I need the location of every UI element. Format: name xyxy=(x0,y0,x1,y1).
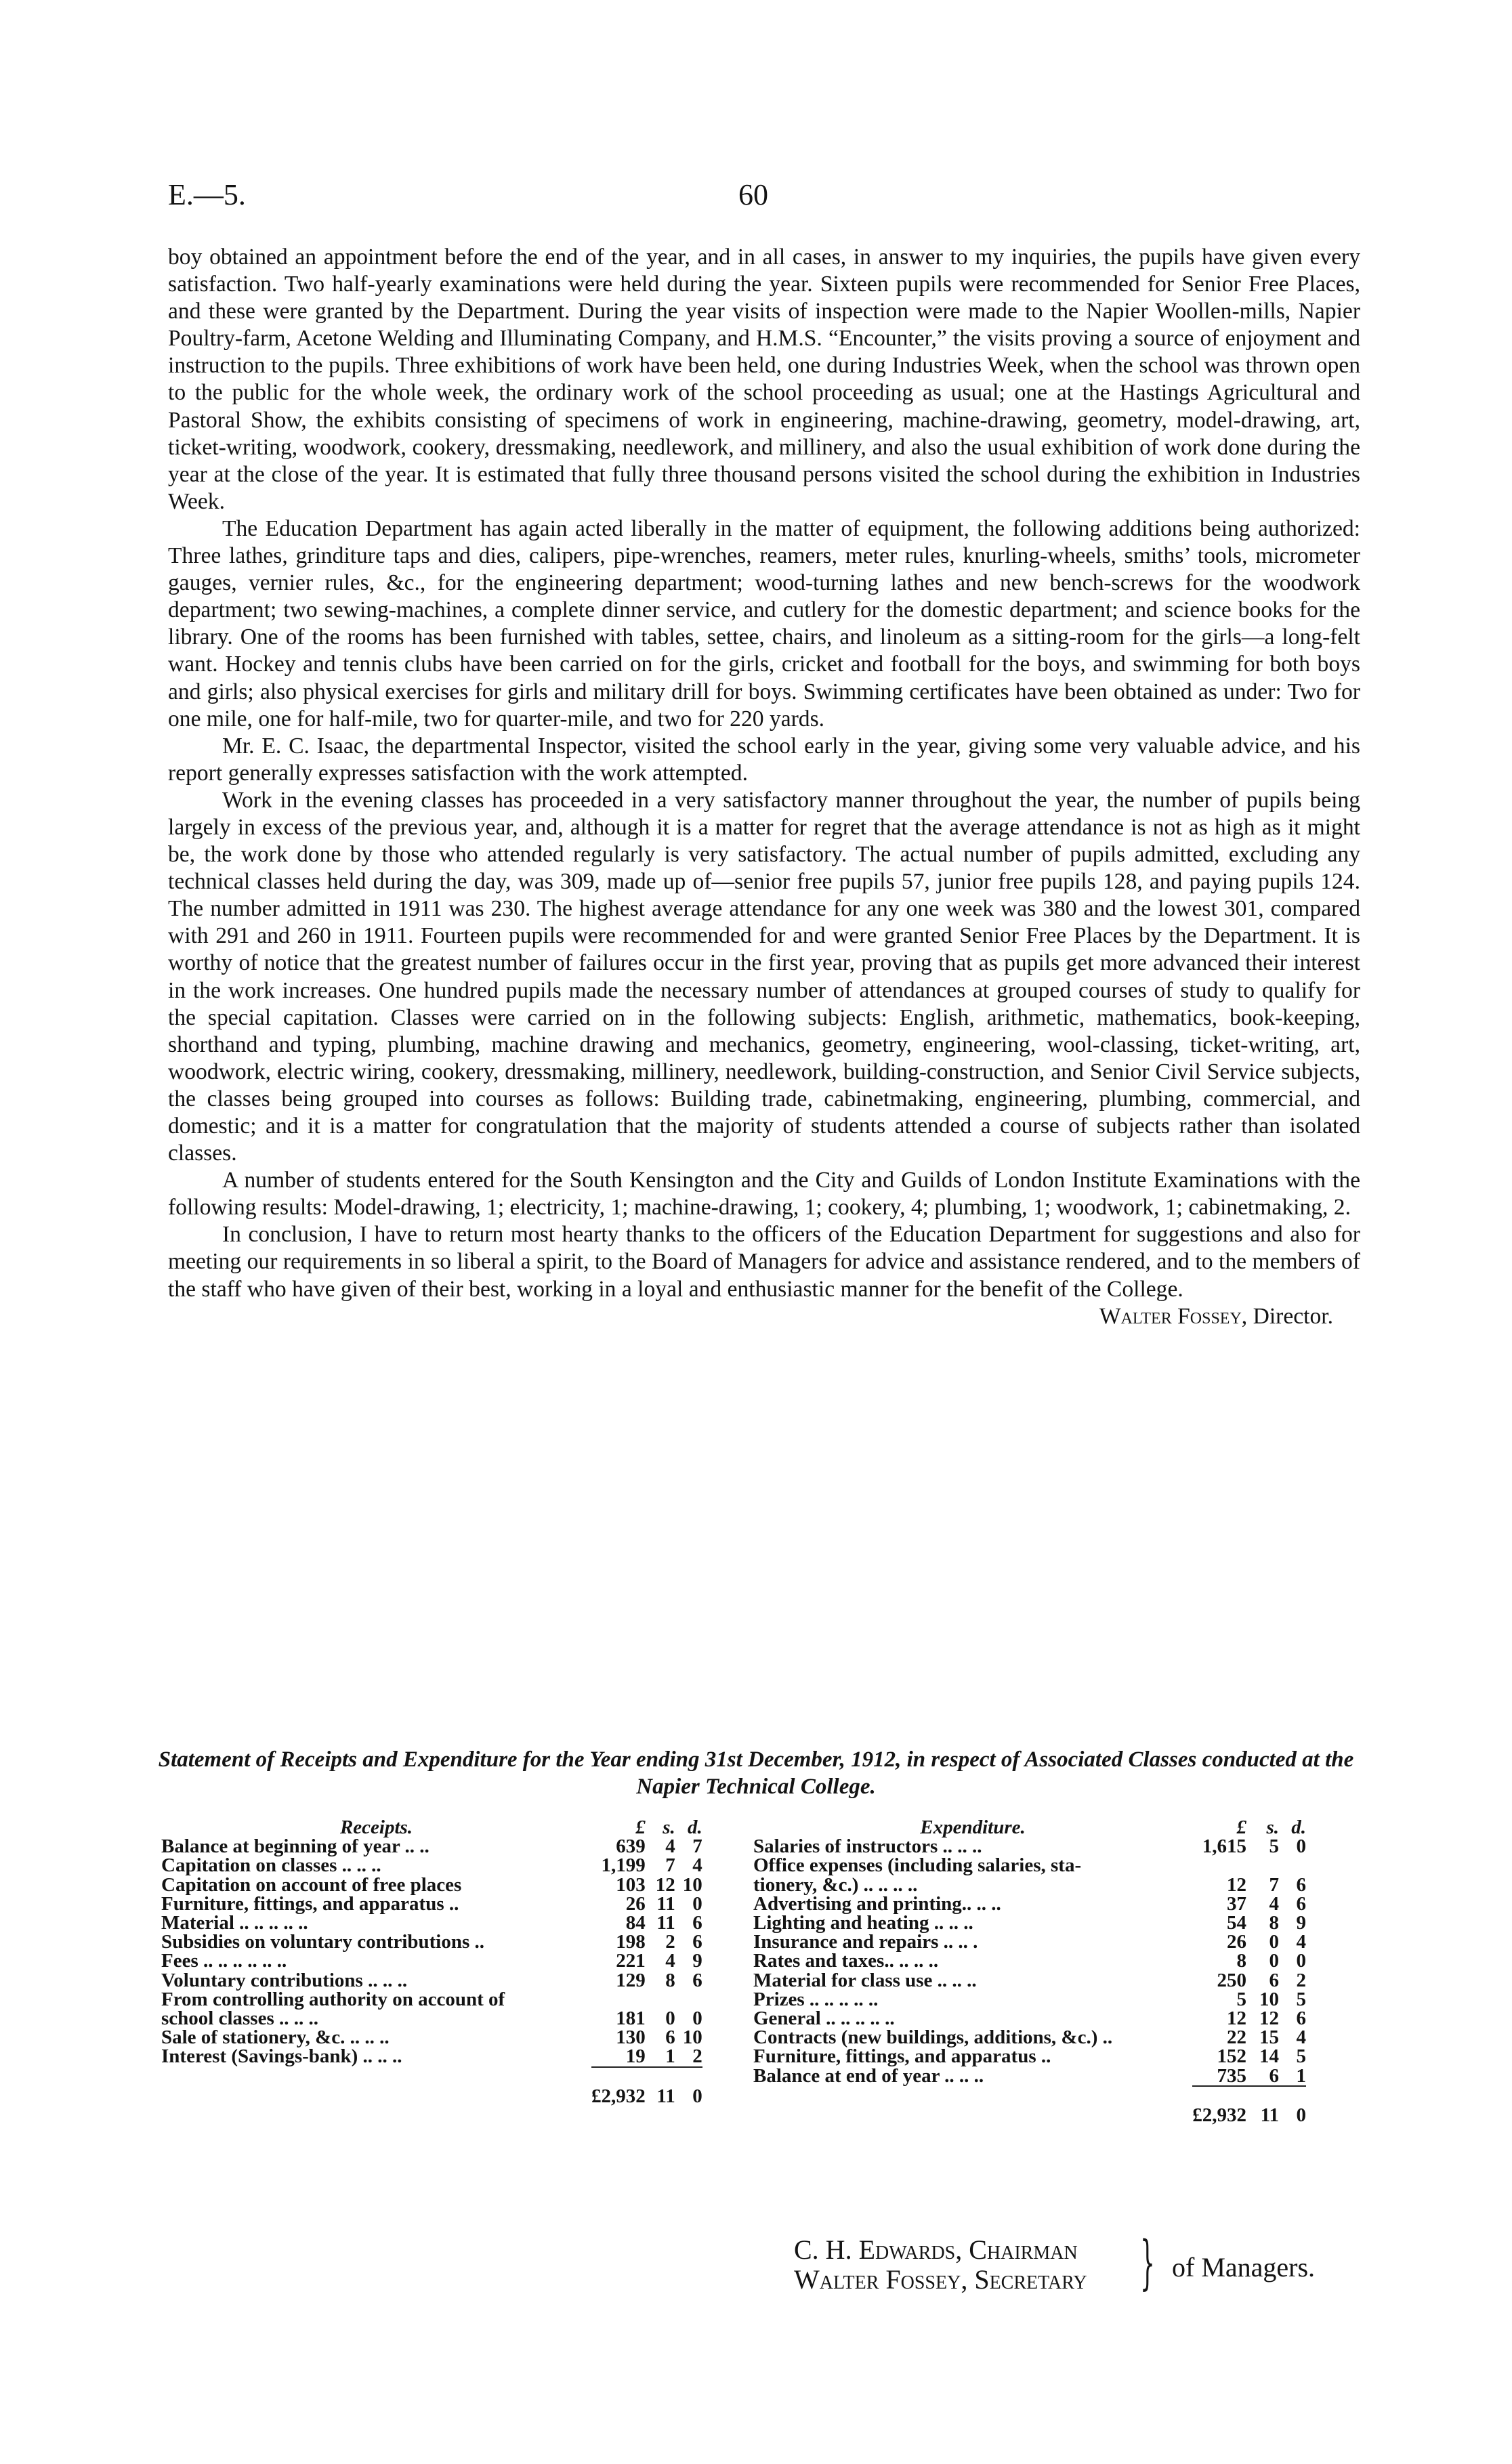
expenditure-row xyxy=(753,1932,1306,1951)
expenditure-row-label: Salaries of instructors .. .. .. xyxy=(753,1835,982,1858)
paragraph: In conclusion, I have to return most hearty thanks to the officers of the Education Department for suggestions and also for meeting our requirements in so liberal a spirit, to the Board of Managers for advice and assistance rendered, and to the members of the staff who have given of their best, working in a loyal and enthusiastic manner for the benefit of the College. xyxy=(168,1222,1360,1302)
receipt-row-shillings: 6 xyxy=(665,2026,675,2049)
receipt-row xyxy=(161,1875,702,1894)
expenditure-row xyxy=(753,1913,1306,1932)
expenditure-row-pounds: 152 xyxy=(1217,2045,1246,2068)
expenditure-row xyxy=(753,1875,1306,1894)
expenditure-row-pounds: 26 xyxy=(1227,1931,1246,1953)
receipt-row-label: Sale of stationery, &c. .. .. .. xyxy=(161,2026,390,2049)
receipt-row-shillings: 0 xyxy=(665,2008,675,2030)
receipt-row-pounds: 26 xyxy=(625,1892,646,1915)
expenditure-row-pounds: 37 xyxy=(1227,1892,1246,1915)
pounds-header: £ xyxy=(1236,1817,1246,1838)
statement-title: Statement of Receipts and Expenditure for the Year ending 31st December, 1912, in respect of Associated Classes conducted at the Napier Technical College. xyxy=(158,1747,1354,1799)
expenditure-total-pence: 0 xyxy=(1279,2086,1306,2125)
expenditure-row xyxy=(753,2047,1306,2066)
receipt-row-label: From controlling authority on account of xyxy=(161,1988,505,2010)
receipt-row-pence: 7 xyxy=(692,1835,702,1858)
expenditure-row-label: Prizes .. .. .. .. .. xyxy=(753,1988,879,2010)
director-signature xyxy=(168,1303,1360,1330)
expenditure-row xyxy=(753,1971,1306,1990)
signatories xyxy=(794,2235,1087,2295)
expenditure-row-pence: 6 xyxy=(1296,1892,1306,1915)
receipt-row-pence: 10 xyxy=(682,2026,702,2049)
expenditure-row-shillings: 14 xyxy=(1259,2045,1279,2068)
receipt-row-pounds: 19 xyxy=(625,2045,646,2068)
receipt-row-pence: 6 xyxy=(692,1912,702,1934)
receipt-row-shillings: 12 xyxy=(655,1873,675,1896)
receipts-total-shillings: 11 xyxy=(646,2067,675,2106)
expenditure-row xyxy=(753,1894,1306,1913)
receipt-row-label: Subsidies on voluntary contributions .. xyxy=(161,1931,485,1953)
expenditure-row-pounds: 8 xyxy=(1236,1950,1246,1972)
paragraph: Mr. E. C. Isaac, the departmental Inspector, visited the school early in the year, giving some very valuable advice, and his report generally expresses satisfaction with the work attempted. xyxy=(168,733,1360,786)
receipt-row-shillings: 8 xyxy=(665,1969,675,1991)
expenditure-row-pounds: 1,615 xyxy=(1202,1835,1246,1858)
receipt-row-pence: 0 xyxy=(692,2008,702,2030)
receipts-table xyxy=(161,1818,702,2106)
expenditure-row-shillings: 6 xyxy=(1269,2064,1279,2087)
expenditure-row-label: Insurance and repairs .. .. . xyxy=(753,1931,978,1953)
receipt-row-label: Furniture, fittings, and apparatus .. xyxy=(161,1892,459,1915)
receipt-row-pence: 0 xyxy=(692,1892,702,1915)
expenditure-row-pounds: 250 xyxy=(1217,1969,1246,1991)
receipt-row-label: Capitation on classes .. .. .. xyxy=(161,1854,381,1877)
expenditure-row-pence: 2 xyxy=(1296,1969,1306,1991)
chairman-signature: C. H. Edwards, Chairman xyxy=(794,2234,1078,2265)
expenditure-row-shillings: 8 xyxy=(1269,1912,1279,1934)
paragraph: A number of students entered for the South Kensington and the City and Guilds of London Institute Examinations with the following results: Model-drawing, 1; electricity, 1; machine-drawing, 1; cookery, 4; plumbing, 1; woodwork, 1; cabinetmaking, 2. xyxy=(168,1168,1360,1220)
expenditure-row-shillings xyxy=(1246,1856,1279,1875)
of-managers-label: of Managers. xyxy=(1172,2252,1316,2282)
brace-symbol: } xyxy=(1140,2229,1155,2297)
receipt-row xyxy=(161,1932,702,1951)
page-number: 60 xyxy=(738,178,768,211)
receipt-row-shillings: 2 xyxy=(665,1931,675,1953)
receipt-row-label: Interest (Savings-bank) .. .. .. xyxy=(161,2045,402,2068)
receipt-row-pounds: 130 xyxy=(616,2026,646,2049)
expenditure-row-label: Office expenses (including salaries, sta- xyxy=(753,1854,1082,1877)
expenditure-row xyxy=(753,1990,1306,2009)
expenditure-row-pence: 0 xyxy=(1296,1835,1306,1858)
expenditure-row-pounds: 12 xyxy=(1227,1873,1246,1896)
receipt-row xyxy=(161,1913,702,1932)
receipt-row xyxy=(161,1837,702,1856)
receipt-row-pence: 6 xyxy=(692,1931,702,1953)
shillings-header: s. xyxy=(663,1817,675,1838)
receipts-header: Receipts. xyxy=(339,1817,413,1838)
expenditure-row-pounds: 735 xyxy=(1217,2064,1246,2087)
expenditure-row-shillings: 0 xyxy=(1269,1950,1279,1972)
receipt-row-pence: 6 xyxy=(692,1969,702,1991)
receipt-row xyxy=(161,2047,702,2066)
expenditure-row-label: General .. .. .. .. .. xyxy=(753,2008,895,2030)
expenditure-row xyxy=(753,2028,1306,2047)
expenditure-row-label: Lighting and heating .. .. .. xyxy=(753,1912,973,1934)
expenditure-row-pence: 4 xyxy=(1296,2026,1306,2049)
expenditure-row-pence: 1 xyxy=(1296,2064,1306,2087)
receipt-row-pence: 10 xyxy=(682,1873,702,1896)
receipt-row-pounds: 1,199 xyxy=(601,1854,646,1877)
expenditure-row-pence: 6 xyxy=(1296,2008,1306,2030)
receipt-row-pounds: 181 xyxy=(616,2008,646,2030)
expenditure-row-shillings: 15 xyxy=(1259,2026,1279,2049)
receipt-row-label: Voluntary contributions .. .. .. xyxy=(161,1969,408,1991)
expenditure-table xyxy=(753,1818,1306,2125)
expenditure-row-pence xyxy=(1279,1856,1306,1875)
receipt-row-label: Balance at beginning of year .. .. xyxy=(161,1835,429,1858)
paragraph: Work in the evening classes has proceeded in a very satisfactory manner throughout the year, the number of pupils being largely in excess of the previous year, and, although it is a matter for regret that the average attendance is not as high as it might be, the work done by those who attended regularly is very satisfactory. The actual number of pupils admitted, excluding any technical classes held during the day, was 309, made up of—senior free pupils 57, junior free pupils 128, and paying pupils 124. The number admitted in 1911 was 230. The highest average attendance for any one week was 380 and the lowest 301, compared with 291 and 260 in 1911. Fourteen pupils were recommended for and were granted Senior Free Places by the Department. It is worthy of notice that the greatest number of failures occur in the first year, proving that as pupils get more advanced their interest in the work increases. One hundred pupils made the necessary number of attendances at grouped courses of study to qualify for the special capitation. Classes were carried on in the following subjects: English, arithmetic, mathematics, book-keeping, shorthand and typing, plumbing, machine drawing and mechanics, geometry, engineering, wool-classing, ticket-writing, art, woodwork, electric wiring, cookery, dressmaking, millinery, needlework, building-construction, and Senior Civil Service subjects, the classes being grouped into courses as follows: Building trade, cabinetmaking, engineering, plumbing, commercial, and domestic; and it is a matter for congratulation that the majority of students attended a course of subjects rather than isolated classes. xyxy=(168,787,1360,1166)
director-title: , Director. xyxy=(1241,1303,1333,1329)
pence-header: d. xyxy=(688,1817,702,1838)
expenditure-row xyxy=(753,2066,1306,2086)
receipt-row-pence: 4 xyxy=(692,1854,702,1877)
pence-header: d. xyxy=(1291,1817,1306,1838)
expenditure-row-pounds: 5 xyxy=(1236,1988,1246,2010)
receipt-row-label: school classes .. .. .. xyxy=(161,2008,318,2030)
expenditure-row-pounds: 54 xyxy=(1227,1912,1246,1934)
expenditure-row-shillings: 10 xyxy=(1259,1988,1279,2010)
receipt-row-pence: 2 xyxy=(692,2045,702,2068)
receipt-row xyxy=(161,1951,702,1970)
expenditure-row-shillings: 5 xyxy=(1269,1835,1279,1858)
expenditure-row-pence: 6 xyxy=(1296,1873,1306,1896)
receipt-row-pence: 9 xyxy=(692,1950,702,1972)
receipt-row-shillings: 1 xyxy=(665,2045,675,2068)
director-name: Walter Fossey xyxy=(1099,1303,1242,1329)
receipt-row xyxy=(161,1894,702,1913)
shillings-header: s. xyxy=(1266,1817,1279,1838)
receipt-row-pounds xyxy=(591,1990,646,2009)
expenditure-row-shillings: 6 xyxy=(1269,1969,1279,1991)
receipts-total-pence: 0 xyxy=(675,2067,702,2106)
expenditure-row-pence: 5 xyxy=(1296,2045,1306,2068)
receipt-row xyxy=(161,1856,702,1875)
receipt-row-pounds: 221 xyxy=(616,1950,646,1972)
expenditure-row-pence: 0 xyxy=(1296,1950,1306,1972)
expenditure-row-label: Rates and taxes.. .. .. .. xyxy=(753,1950,939,1972)
expenditure-row-pounds: 22 xyxy=(1227,2026,1246,2049)
receipt-row-pounds: 198 xyxy=(616,1931,646,1953)
pounds-header: £ xyxy=(635,1817,646,1838)
expenditure-row-label: Balance at end of year .. .. .. xyxy=(753,2064,984,2087)
receipt-row-label: Capitation on account of free places xyxy=(161,1873,462,1896)
receipt-row-pence xyxy=(675,1990,702,2009)
receipt-row-pounds: 639 xyxy=(616,1835,646,1858)
receipt-row xyxy=(161,2009,702,2028)
receipt-row-shillings: 7 xyxy=(665,1854,675,1877)
expenditure-row-pence: 9 xyxy=(1296,1912,1306,1934)
expenditure-row-pounds xyxy=(1192,1856,1246,1875)
receipt-row xyxy=(161,1971,702,1990)
expenditure-total-shillings: 11 xyxy=(1246,2086,1279,2125)
receipt-row-shillings: 11 xyxy=(656,1892,675,1915)
expenditure-row-shillings: 0 xyxy=(1269,1931,1279,1953)
receipt-row-shillings xyxy=(646,1990,675,2009)
receipt-row-shillings: 4 xyxy=(665,1950,675,1972)
receipts-total-pounds: £2,932 xyxy=(591,2067,646,2106)
paragraph: boy obtained an appointment before the end of the year, and in all cases, in answer to my inquiries, the pupils have given every satisfaction. Two half-yearly examinations were held during the year. Sixteen pupils were recommended for Senior Free Places, and these were granted by the Department. During the year visits of inspection were made to the Napier Woollen-mills, Napier Poultry-farm, Acetone Welding and Illuminating Company, and H.M.S. “Encounter,” the visits proving a source of enjoyment and instruction to the pupils. Three exhibitions of work have been held, one during Industries Week, when the school was thrown open to the public for the whole week, the ordinary work of the school proceeding as usual; one at the Hastings Agricultural and Pastoral Show, the exhibits consisting of specimens of work in engineering, machine-drawing, geometry, model-drawing, art, ticket-writing, woodwork, cookery, dressmaking, needlework, and millinery, and also the usual exhibition of work done during the year at the close of the year. It is estimated that fully three thousand persons visited the school during the exhibition in Industries Week. xyxy=(168,245,1360,514)
paragraph: The Education Department has again acted liberally in the matter of equipment, the following additions being authorized: Three lathes, grinditure taps and dies, calipers, pipe-wrenches, reamers, meter rules, knurling-wheels, smiths’ tools, micrometer gauges, vernier rules, &c., for the engineering department; wood-turning lathes and new bench-screws for the woodwork department; two sewing-machines, a complete dinner service, and cutlery for the domestic department; and science books for the library. One of the rooms has been furnished with tables, settee, chairs, and linoleum as a sitting-room for the girls—a long-felt want. Hockey and tennis clubs have been carried on for the girls, cricket and football for the boys, and swimming for both boys and girls; also physical exercises for girls and military drill for boys. Swimming certificates have been obtained as under: Two for one mile, one for half-mile, two for quarter-mile, and two for 220 yards. xyxy=(168,515,1360,731)
receipt-row-label: Material .. .. .. .. .. xyxy=(161,1912,308,1934)
expenditure-row-shillings: 4 xyxy=(1269,1892,1279,1915)
receipt-row-label: Fees .. .. .. .. .. .. xyxy=(161,1950,287,1972)
expenditure-row-label: Advertising and printing.. .. .. xyxy=(753,1892,1001,1915)
report-body xyxy=(168,244,1360,1330)
expenditure-row xyxy=(753,1951,1306,1970)
expenditure-row-pence: 5 xyxy=(1296,1988,1306,2010)
secretary-signature: Walter Fossey, Secretary xyxy=(794,2264,1087,2295)
receipt-row-pounds: 84 xyxy=(625,1912,646,1934)
receipt-row-pounds: 129 xyxy=(616,1969,646,1991)
receipt-row xyxy=(161,1990,702,2009)
receipt-row-shillings: 11 xyxy=(656,1912,675,1934)
expenditure-row xyxy=(753,1837,1306,1856)
expenditure-row-shillings: 7 xyxy=(1269,1873,1279,1896)
document-reference: E.—5. xyxy=(168,178,246,211)
expenditure-row xyxy=(753,1856,1306,1875)
expenditure-row-label: Furniture, fittings, and apparatus .. xyxy=(753,2045,1051,2068)
expenditure-header: Expenditure. xyxy=(920,1817,1026,1838)
expenditure-row-shillings: 12 xyxy=(1259,2008,1279,2030)
expenditure-row xyxy=(753,2009,1306,2028)
expenditure-row-label: Contracts (new buildings, additions, &c.) .. xyxy=(753,2026,1113,2049)
expenditure-total-pounds: £2,932 xyxy=(1192,2086,1246,2125)
expenditure-row-label: Material for class use .. .. .. xyxy=(753,1969,977,1991)
receipt-row xyxy=(161,2028,702,2047)
expenditure-row-pence: 4 xyxy=(1296,1931,1306,1953)
receipt-row-pounds: 103 xyxy=(616,1873,646,1896)
expenditure-row-pounds: 12 xyxy=(1227,2008,1246,2030)
receipt-row-shillings: 4 xyxy=(665,1835,675,1858)
expenditure-row-label: tionery, &c.) .. .. .. .. xyxy=(753,1873,918,1896)
